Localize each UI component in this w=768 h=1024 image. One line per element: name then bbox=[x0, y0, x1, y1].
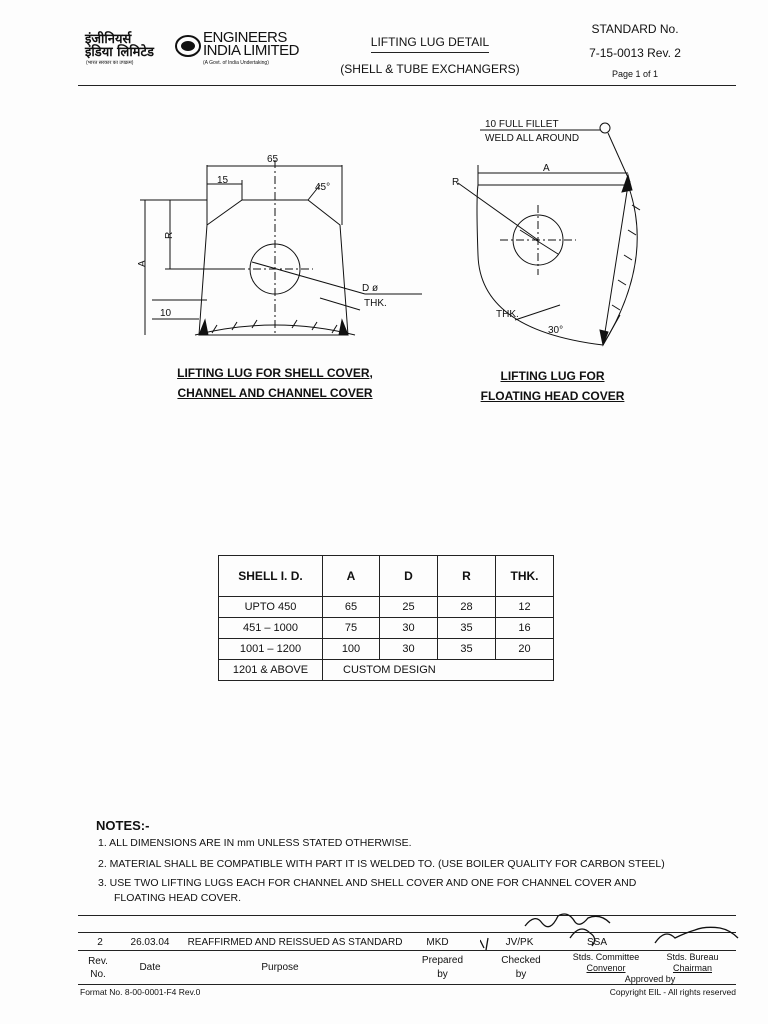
shell-cover-lug-drawing bbox=[137, 154, 422, 335]
purpose-value: REAFFIRMED AND REISSUED AS STANDARD bbox=[187, 937, 403, 948]
left-thk-label: THK. bbox=[364, 298, 387, 309]
copyright: Copyright EIL - All rights reserved bbox=[609, 987, 736, 997]
document-title: LIFTING LUG DETAIL (SHELL & TUBE EXCHANGERS) bbox=[340, 35, 520, 76]
logo-english-sub: (A Govt. of India Undertaking) bbox=[203, 60, 269, 66]
angle-45-label: 45° bbox=[315, 182, 331, 193]
logo-hindi: इंजीनियर्स इंडिया लिमिटेड bbox=[85, 32, 154, 60]
col-chairman-header: Stds. Bureau Chairman bbox=[666, 952, 719, 973]
convenor-value: SSA bbox=[586, 937, 607, 948]
floating-head-lug-drawing bbox=[452, 119, 640, 345]
lifting-lug-drawing bbox=[0, 0, 768, 420]
col-convenor-header: Stds. Committee Convenor bbox=[572, 952, 640, 973]
rev-value: 2 bbox=[97, 937, 103, 948]
right-caption: LIFTING LUG FOR FLOATING HEAD COVER bbox=[480, 369, 625, 403]
col-shell-id: SHELL I. D. bbox=[219, 556, 323, 597]
col-date-header: Date bbox=[139, 962, 161, 973]
left-d-label: D ø bbox=[362, 283, 379, 294]
table-row: UPTO 450 65 25 28 12 bbox=[219, 597, 554, 618]
right-weld-line2: WELD ALL AROUND bbox=[485, 133, 580, 144]
format-number: Format No. 8-00-0001-F4 Rev.0 bbox=[80, 987, 201, 997]
lug-dimension-table bbox=[218, 555, 554, 681]
note-1: 1. ALL DIMENSIONS ARE IN mm UNLESS STATED OTHERWISE. bbox=[98, 837, 412, 849]
note-3-continued: FLOATING HEAD COVER. bbox=[114, 892, 241, 904]
prepared-value: MKD bbox=[426, 937, 449, 948]
right-angle-label: 30° bbox=[548, 325, 564, 336]
checked-value: JV/PK bbox=[505, 937, 534, 948]
table-row: 1001 – 1200 100 30 35 20 bbox=[219, 639, 554, 660]
right-thk-label: THK. bbox=[496, 309, 519, 320]
left-a-label: A bbox=[137, 260, 148, 267]
right-a-label: A bbox=[543, 163, 550, 174]
table-row-custom: 1201 & ABOVE CUSTOM DESIGN bbox=[219, 660, 554, 681]
col-thk: THK. bbox=[496, 556, 554, 597]
left-caption: LIFTING LUG FOR SHELL COVER, CHANNEL AND CHANNEL COVER bbox=[177, 366, 373, 400]
note-3: 3. USE TWO LIFTING LUGS EACH FOR CHANNEL AND SHELL COVER AND ONE FOR CHANNEL COVER AND bbox=[98, 877, 637, 889]
table-row: 451 – 1000 75 30 35 16 bbox=[219, 618, 554, 639]
col-r: R bbox=[438, 556, 496, 597]
dim-15-label: 15 bbox=[217, 175, 229, 186]
left-r-label: R bbox=[164, 231, 175, 239]
note-2: 2. MATERIAL SHALL BE COMPATIBLE WITH PART IT IS WELDED TO. (USE BOILER QUALITY FOR CARBON STEEL) bbox=[98, 858, 665, 870]
left-weld-label: 10 bbox=[160, 308, 172, 319]
rev-rule-end bbox=[78, 984, 736, 985]
col-d: D bbox=[380, 556, 438, 597]
col-rev-header: Rev. No. bbox=[88, 956, 108, 980]
col-checked-header: Checked by bbox=[501, 955, 541, 980]
notes-title: NOTES:- bbox=[96, 818, 150, 833]
table-header-row bbox=[219, 556, 554, 597]
date-value: 26.03.04 bbox=[130, 937, 170, 948]
logo-hindi-sub: (भारत सरकार का उपक्रम) bbox=[86, 60, 134, 66]
col-purpose-header: Purpose bbox=[261, 962, 299, 973]
standard-label: STANDARD No. bbox=[591, 22, 679, 36]
dim-65-label: 65 bbox=[267, 154, 279, 165]
right-weld-line1: 10 FULL FILLET bbox=[485, 119, 559, 130]
logo-english: ENGINEERS INDIA LIMITED bbox=[203, 29, 300, 59]
standard-number: 7-15-0013 Rev. 2 bbox=[589, 46, 681, 60]
col-prepared-header: Prepared by bbox=[421, 955, 464, 980]
approved-by-label: Approved by bbox=[624, 974, 676, 984]
right-r-label: R bbox=[452, 177, 460, 188]
col-a: A bbox=[323, 556, 380, 597]
page-number: Page 1 of 1 bbox=[611, 69, 659, 79]
